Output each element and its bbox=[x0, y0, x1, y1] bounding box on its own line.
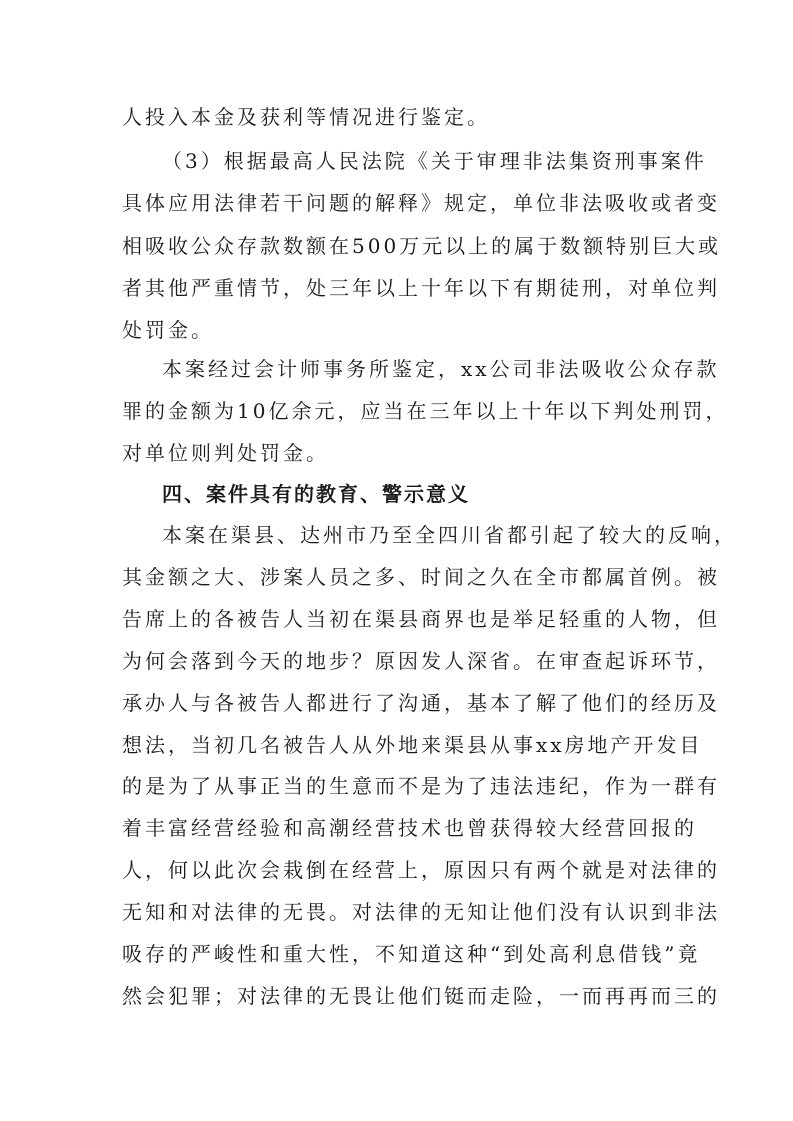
text-line-12: 其金额之大、涉案人员之多、时间之久在全市都属首例。被 bbox=[122, 565, 720, 589]
text-line-18: 着丰富经营经验和高潮经营技术也曾获得较大经营回报的 bbox=[122, 816, 697, 840]
text-line-16: 想法，当初几名被告人从外地来渠县从事xx房地产开发目 bbox=[122, 733, 703, 757]
text-line-7: 本案经过会计师事务所鉴定，xx公司非法吸收公众存款 bbox=[162, 357, 720, 381]
text-line-4: 相吸收公众存款数额在500万元以上的属于数额特别巨大或 bbox=[122, 234, 722, 258]
text-line-8: 罪的金额为10亿余元，应当在三年以上十年以下判处刑罚， bbox=[122, 399, 729, 423]
text-line-13: 告席上的各被告人当初在渠县商界也是举足轻重的人物，但 bbox=[122, 607, 720, 631]
text-line-1: 人投入本金及获利等情况进行鉴定。 bbox=[122, 105, 490, 129]
text-line-14: 为何会落到今天的地步？原因发人深省。在审查起诉环节， bbox=[122, 649, 720, 673]
text-line-3: 具体应用法律若干问题的解释》规定，单位非法吸收或者变 bbox=[122, 191, 720, 215]
text-line-21: 吸存的严峻性和重大性，不知道这种“到处高利息借钱”竟 bbox=[122, 942, 701, 966]
section-heading: 四、案件具有的教育、警示意义 bbox=[162, 482, 470, 506]
text-line-19: 人，何以此次会栽倒在经营上，原因只有两个就是对法律的 bbox=[122, 858, 720, 882]
text-line-2: （3）根据最高人民法院《关于审理非法集资刑事案件 bbox=[162, 149, 707, 173]
text-line-5: 者其他严重情节，处三年以上十年以下有期徒刑，对单位判 bbox=[122, 276, 720, 300]
text-line-22: 然会犯罪；对法律的无畏让他们铤而走险，一而再再而三的 bbox=[122, 984, 720, 1008]
text-line-11: 本案在渠县、达州市乃至全四川省都引起了较大的反响， bbox=[162, 523, 737, 547]
text-line-15: 承办人与各被告人都进行了沟通，基本了解了他们的经历及 bbox=[122, 691, 720, 715]
text-line-6: 处罚金。 bbox=[122, 318, 214, 342]
text-line-17: 的是为了从事正当的生意而不是为了违法违纪，作为一群有 bbox=[122, 774, 720, 798]
text-line-9: 对单位则判处罚金。 bbox=[122, 441, 329, 465]
text-line-20: 无知和对法律的无畏。对法律的无知让他们没有认识到非法 bbox=[122, 900, 720, 924]
